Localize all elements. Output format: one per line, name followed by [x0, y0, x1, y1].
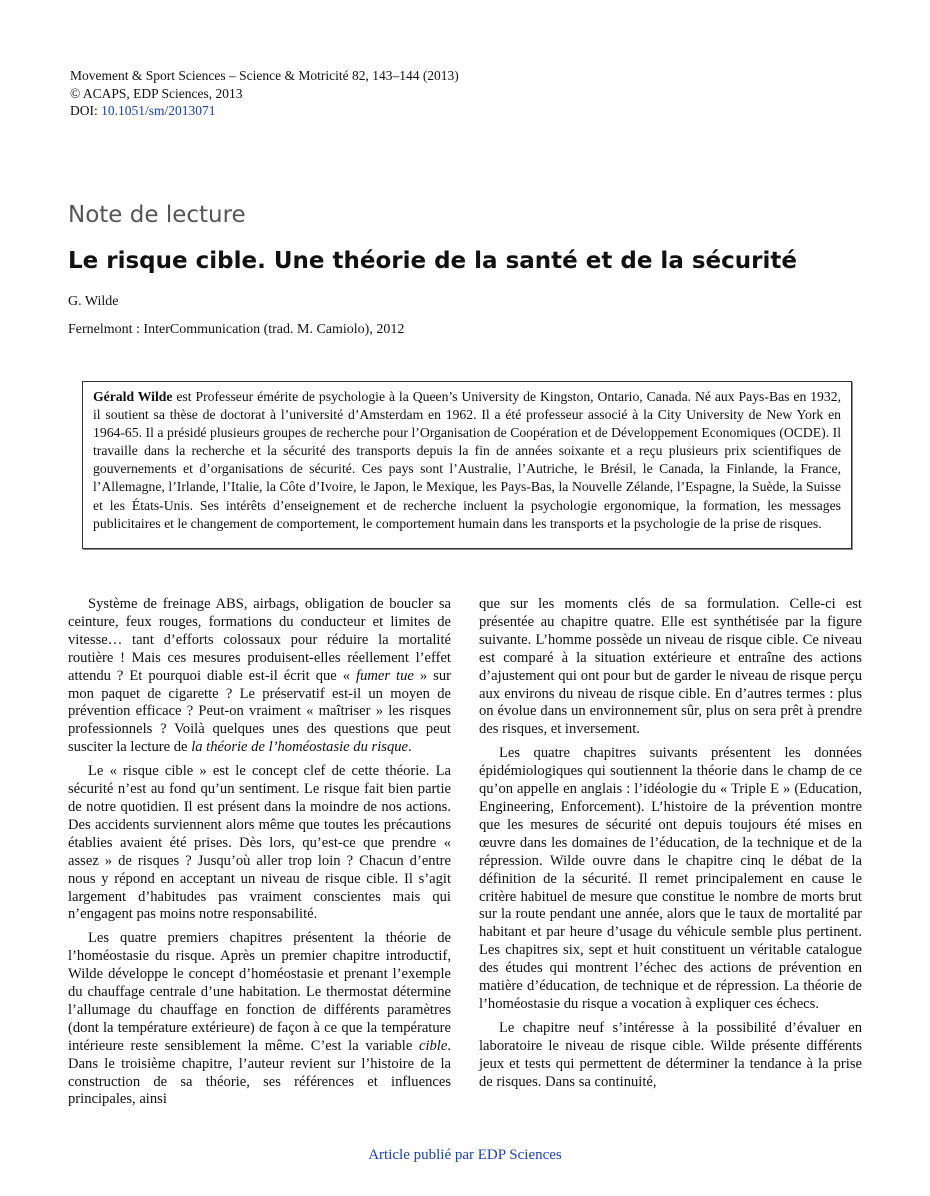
publication-info: Fernelmont : InterCommunication (trad. M. Camiolo), 2012: [68, 322, 405, 337]
emphasis-text: la théorie de l’homéostasie du risque: [191, 739, 409, 756]
paragraph: Le « risque cible » est le concept clef de cette théorie. La sécurité n’est au fond qu’un sentiment. Le risque fait bien partie de notre quotidien. Il est présent dans la moindre de nos actions. Des accidents surviennent alors même que toutes les précautions établies avaient été prises. Dès lors, qu’est-ce que prendre « assez » de risques ? Jusqu’où aller trop loin ? Chacun d’entre nous y répond en acceptant un niveau de risque cible. Il s’agit largement d’habitudes pas vraiment conscientes mais qui n’engagent pas moins notre responsabilité.: [68, 763, 451, 923]
paragraph-text: .: [408, 739, 412, 756]
paragraph-text: » sur mon paquet de cigarette ? Le préservatif est-il un moyen de prévention efficace ? Peut-on vraiment « maîtriser » les risques professionnels ? Voilà quelques unes des questions que peut susciter la lecture de: [68, 667, 451, 756]
publisher-footer-link[interactable]: Article publié par EDP Sciences: [368, 1147, 562, 1163]
paragraph-text: Système de freinage ABS, airbags, obligation de boucler sa ceinture, feux rouges, formations du conducteur et limites de vitesse… tant d’efforts colossaux pour réduire la mortalité routière ! Mais ces mesures produisent-elles réellement l’effet attendu ? Et pourquoi diable est-il écrit que «: [68, 596, 451, 684]
left-column: [68, 596, 451, 1115]
doi-link[interactable]: 10.1051/sm/2013071: [101, 103, 216, 118]
bio-author-name: Gérald Wilde: [93, 389, 173, 404]
copyright-line: © ACAPS, EDP Sciences, 2013: [70, 85, 243, 101]
emphasis-text: fumer tue: [356, 667, 414, 684]
doi-label: DOI:: [70, 103, 102, 118]
author-bio-box: [82, 381, 852, 549]
journal-citation: Movement & Sport Sciences – Science & Motricité 82, 143–144 (2013): [70, 68, 459, 83]
journal-header: [70, 67, 459, 120]
paragraph: Le chapitre neuf s’intéresse à la possibilité d’évaluer en laboratoire le niveau de risque cible. Wilde présente différents jeux et tests qui permettent de déterminer la tendance à la prise de risques. Dans sa continuité,: [479, 1019, 862, 1090]
paragraph: [68, 930, 451, 1109]
section-label: Note de lecture: [68, 202, 246, 228]
right-column: [479, 596, 862, 1097]
paragraph-text: Les quatre premiers chapitres présentent la théorie de l’homéostasie du risque. Après un premier chapitre introductif, Wilde développe le concept d’homéostasie et prenant l’exemple du chauffage centrale d’une habitation. Le thermostat détermine l’allumage du chauffage en fonction de différents paramètres (dont la température extérieure) de façon à ce que la température intérieure reste sensiblement la même. C’est la variable: [68, 930, 451, 1054]
paragraph: Les quatre chapitres suivants présentent les données épidémiologiques qui soutiennent la théorie dans le champ de ce qu’on appelle en anglais : l’idéologie du « Triple E » (Education, Engineering, Enforcement). L’histoire de la prévention montre que les mesures de sécurité ont depuis toujours été mises en œuvre dans les domaines de l’éducation, de la technique et de la répression. Wilde ouvre dans le chapitre cinq le débat de la définition de la sécurité. Il remet principalement en cause le critère habituel de mesure que constitue le nombre de morts brut sur la route pendant une année, alors que le taux de mortalité par habitant et par heure d’usage du véhicule semble plus pertinent. Les chapitres six, sept et huit constituent un véritable catalogue des études qui montrent l’échec des actions de prévention en matière d’éducation, de technique et de répression. La théorie de l’homéostasie du risque a vocation à expliquer ces échecs.: [479, 745, 862, 1012]
emphasis-text: cible: [418, 1037, 448, 1054]
doi-line: [70, 102, 459, 120]
bio-text: est Professeur émérite de psychologie à la Queen’s University de Kingston, Ontario, Canada. Né aux Pays-Bas en 1932, il soutient sa thèse de doctorat à l’université d’Amsterdam en 1962. Il a été professeur associé à la City University de New York en 1964-65. Il a présidé plusieurs groupes de recherche pour l’Organisation de Coopération et de Développement Economiques (OCDE). Il travaille dans la recherche et la sécurité des transports depuis la fin de années soixante et a reçu plusieurs prix scientifiques de gouvernements et d’organisations de sécurité. Ces pays sont l’Australie, l’Autriche, le Brésil, le Canada, la Finlande, la France, l’Allemagne, l’Irlande, l’Italie, la Côte d’Ivoire, le Japon, le Mexique, les Pays-Bas, la Nouvelle Zélande, l’Espagne, la Suède, la Suisse et les États-Unis. Ses intérêts d’enseignement et de recherche incluent la psychologie ergonomique, la formation, les messages publicitaires et le changement de comportement, le comportement humain dans les transports et la psychologie de la prise de risques.: [93, 389, 841, 531]
paragraph: [68, 596, 451, 757]
paragraph-text: . Dans le troisième chapitre, l’auteur revient sur l’histoire de la construction de sa théorie, ses références et influences principales, ainsi: [68, 1037, 451, 1108]
book-author: G. Wilde: [68, 294, 119, 309]
article-title: Le risque cible. Une théorie de la santé et de la sécurité: [68, 248, 797, 274]
paragraph: que sur les moments clés de sa formulation. Celle-ci est présentée au chapitre quatre. Elle est synthétisée par la figure suivante. L’homme possède un niveau de risque cible. Ce niveau est comparé à la situation extérieure et entraîne des actions d’ajustement qui ont pour but de garder le niveau de risque perçu aux environs du niveau de risque cible. En d’autres termes : plus on évolue dans un environnement sûr, plus on sera prêt à prendre des risques, et inversement.: [479, 596, 862, 738]
